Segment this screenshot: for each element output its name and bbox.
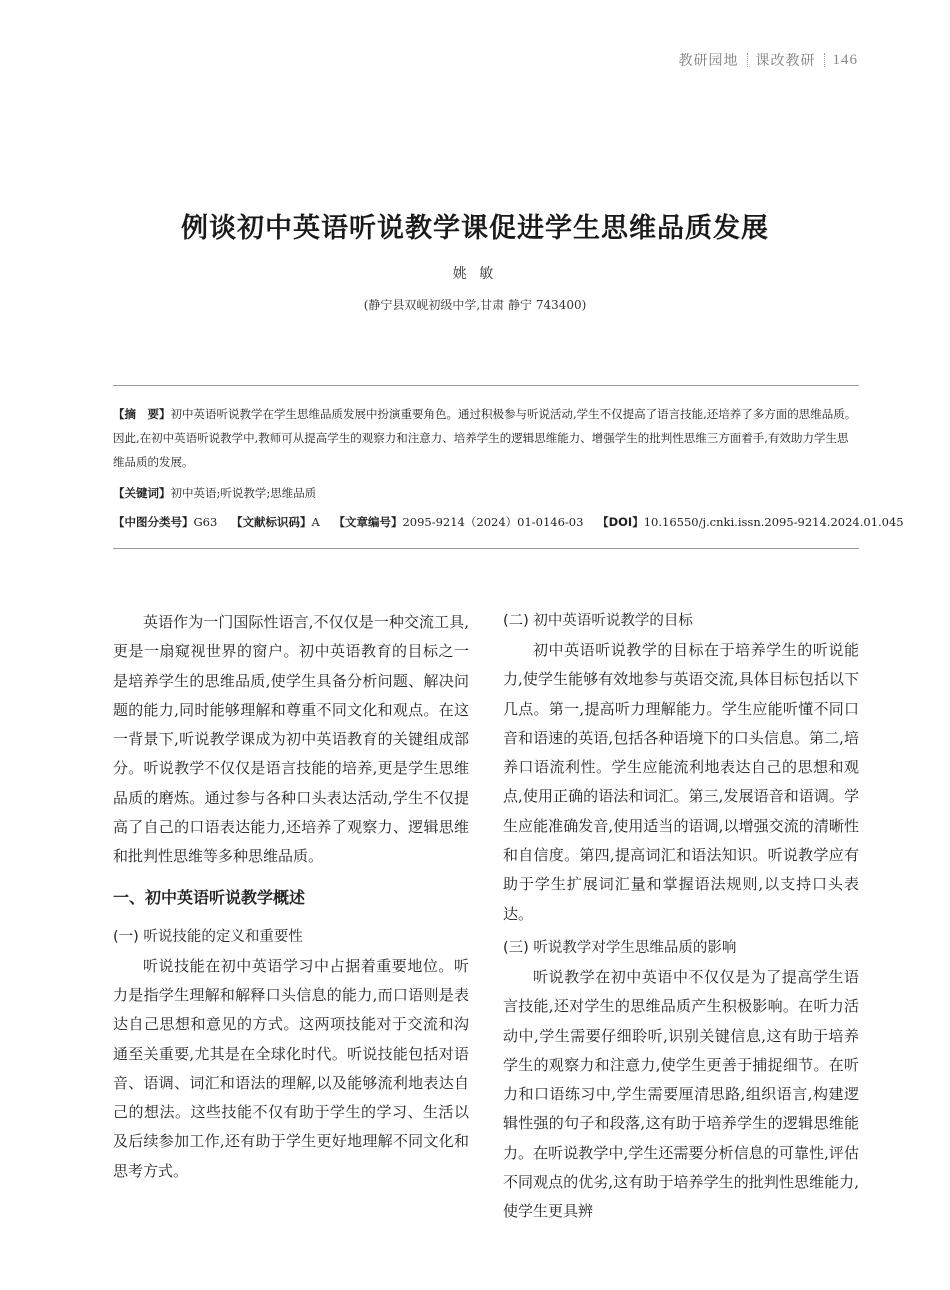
doc-code-value: A — [311, 515, 320, 529]
keywords-label: 【关键词】 — [113, 486, 171, 500]
article-number-value: 2095-9214（2024）01-0146-03 — [402, 515, 584, 529]
keywords-text: 初中英语;听说教学;思维品质 — [170, 486, 317, 500]
intro-paragraph: 英语作为一门国际性语言,不仅仅是一种交流工具,更是一扇窥视世界的窗户。初中英语教育的目标之一是培养学生的思维品质,使学生具备分析问题、解决问题的能力,同时能够理解和尊重不同文化和观点。在这一背景下,听说教学课成为初中英语教育的关键组成部分。听说教学不仅仅是语言技能的培养,更是学生思维品质的磨炼。通过参与各种口头表达活动,学生不仅提高了自己的口语表达能力,还培养了观察力、逻辑思维和批判性思维等多种思维品质。 — [113, 613, 469, 866]
doi-label: 【DOI】 — [597, 515, 644, 529]
running-head — [679, 50, 859, 70]
author-affiliation: (静宁县双岘初级中学,甘肃 静宁 743400) — [363, 298, 587, 312]
clc-value: G63 — [193, 515, 218, 529]
article-number-label: 【文章编号】 — [333, 515, 403, 529]
left-column — [113, 608, 469, 1186]
header-separator — [747, 53, 748, 67]
doc-code-label: 【文献标识码】 — [230, 515, 312, 529]
body-paragraph: 听说教学在初中英语中不仅仅是为了提高学生语言技能,还对学生的思维品质产生积极影响。在听力活动中,学生需要仔细聆听,识别关键信息,这有助于培养学生的观察力和注意力,使学生更善于捕捉细节。在听力和口语练习中,学生需要厘清思路,组织语言,构建逻辑性强的句子和段落,这有助于培养学生的逻辑思维能力。在听说教学中,学生还需要分析信息的可靠性,评估不同观点的优劣,这有助于培养学生的批判性思维能力,使学生更具辨 — [503, 967, 859, 1221]
body-paragraph: 听说技能在初中英语学习中占据着重要地位。听力是指学生理解和解释口头信息的能力,而口语则是表达自己思想和意见的方式。这两项技能对于交流和沟通至关重要,尤其是在全球化时代。听说技能包括对语音、语调、词汇和语法的理解,以及能够流利地表达自己的想法。这些技能不仅有助于学生的学习、生活以及后续参加工作,还有助于学生更好地理解不同文化和思考方式。 — [113, 956, 469, 1180]
clc-label: 【中图分类号】 — [113, 515, 194, 529]
article-author: 姚 敏 — [452, 266, 498, 282]
body-paragraph: 初中英语听说教学的目标在于培养学生的听说能力,使学生能够有效地参与英语交流,具体目标包括以下几点。第一,提高听力理解能力。学生应能听懂不同口音和语速的英语,包括各种语境下的口头信息。第二,培养口语流利性。学生应能流利地表达自己的思想和观点,使用正确的语法和词汇。第三,发展语音和语调。学生应能准确发音,使用适当的语调,以增强交流的清晰性和自信度。第四,提高词汇和语法知识。听说教学应有助于学生扩展词汇量和掌握语法规则,以支持口头表达。 — [503, 641, 859, 923]
article-title: 例谈初中英语听说教学课促进学生思维品质发展 — [181, 213, 769, 244]
subsection-heading: (一) 听说技能的定义和重要性 — [113, 928, 303, 945]
subsection-heading: (二) 初中英语听说教学的目标 — [503, 613, 693, 629]
section-heading: 一、初中英语听说教学概述 — [113, 887, 306, 907]
right-column — [503, 608, 859, 1227]
journal-section: 教研园地 — [678, 53, 739, 69]
doi-value: 10.16550/j.cnki.issn.2095-9214.2024.01.045 — [643, 515, 904, 529]
abstract-text: 初中英语听说教学在学生思维品质发展中扮演重要角色。通过积极参与听说活动,学生不仅提高了语言技能,还培养了多方面的思维品质。因此,在初中英语听说教学中,教师可从提高学生的观察力和注意力、培养学生的逻辑思维能力、增强学生的批判性思维三方面着手,有效助力学生思维品质的发展。 — [113, 407, 857, 469]
keywords — [113, 481, 859, 505]
classification-line — [113, 510, 904, 534]
subsection-heading: (三) 听说教学对学生思维品质的影响 — [503, 939, 737, 956]
top-divider — [113, 385, 859, 386]
header-separator — [824, 53, 825, 67]
abstract-label: 【摘 要】 — [113, 407, 171, 421]
abstract — [113, 402, 859, 474]
journal-subsection: 课改教研 — [755, 53, 816, 69]
bottom-divider — [113, 548, 859, 549]
page-number: 146 — [832, 51, 858, 68]
